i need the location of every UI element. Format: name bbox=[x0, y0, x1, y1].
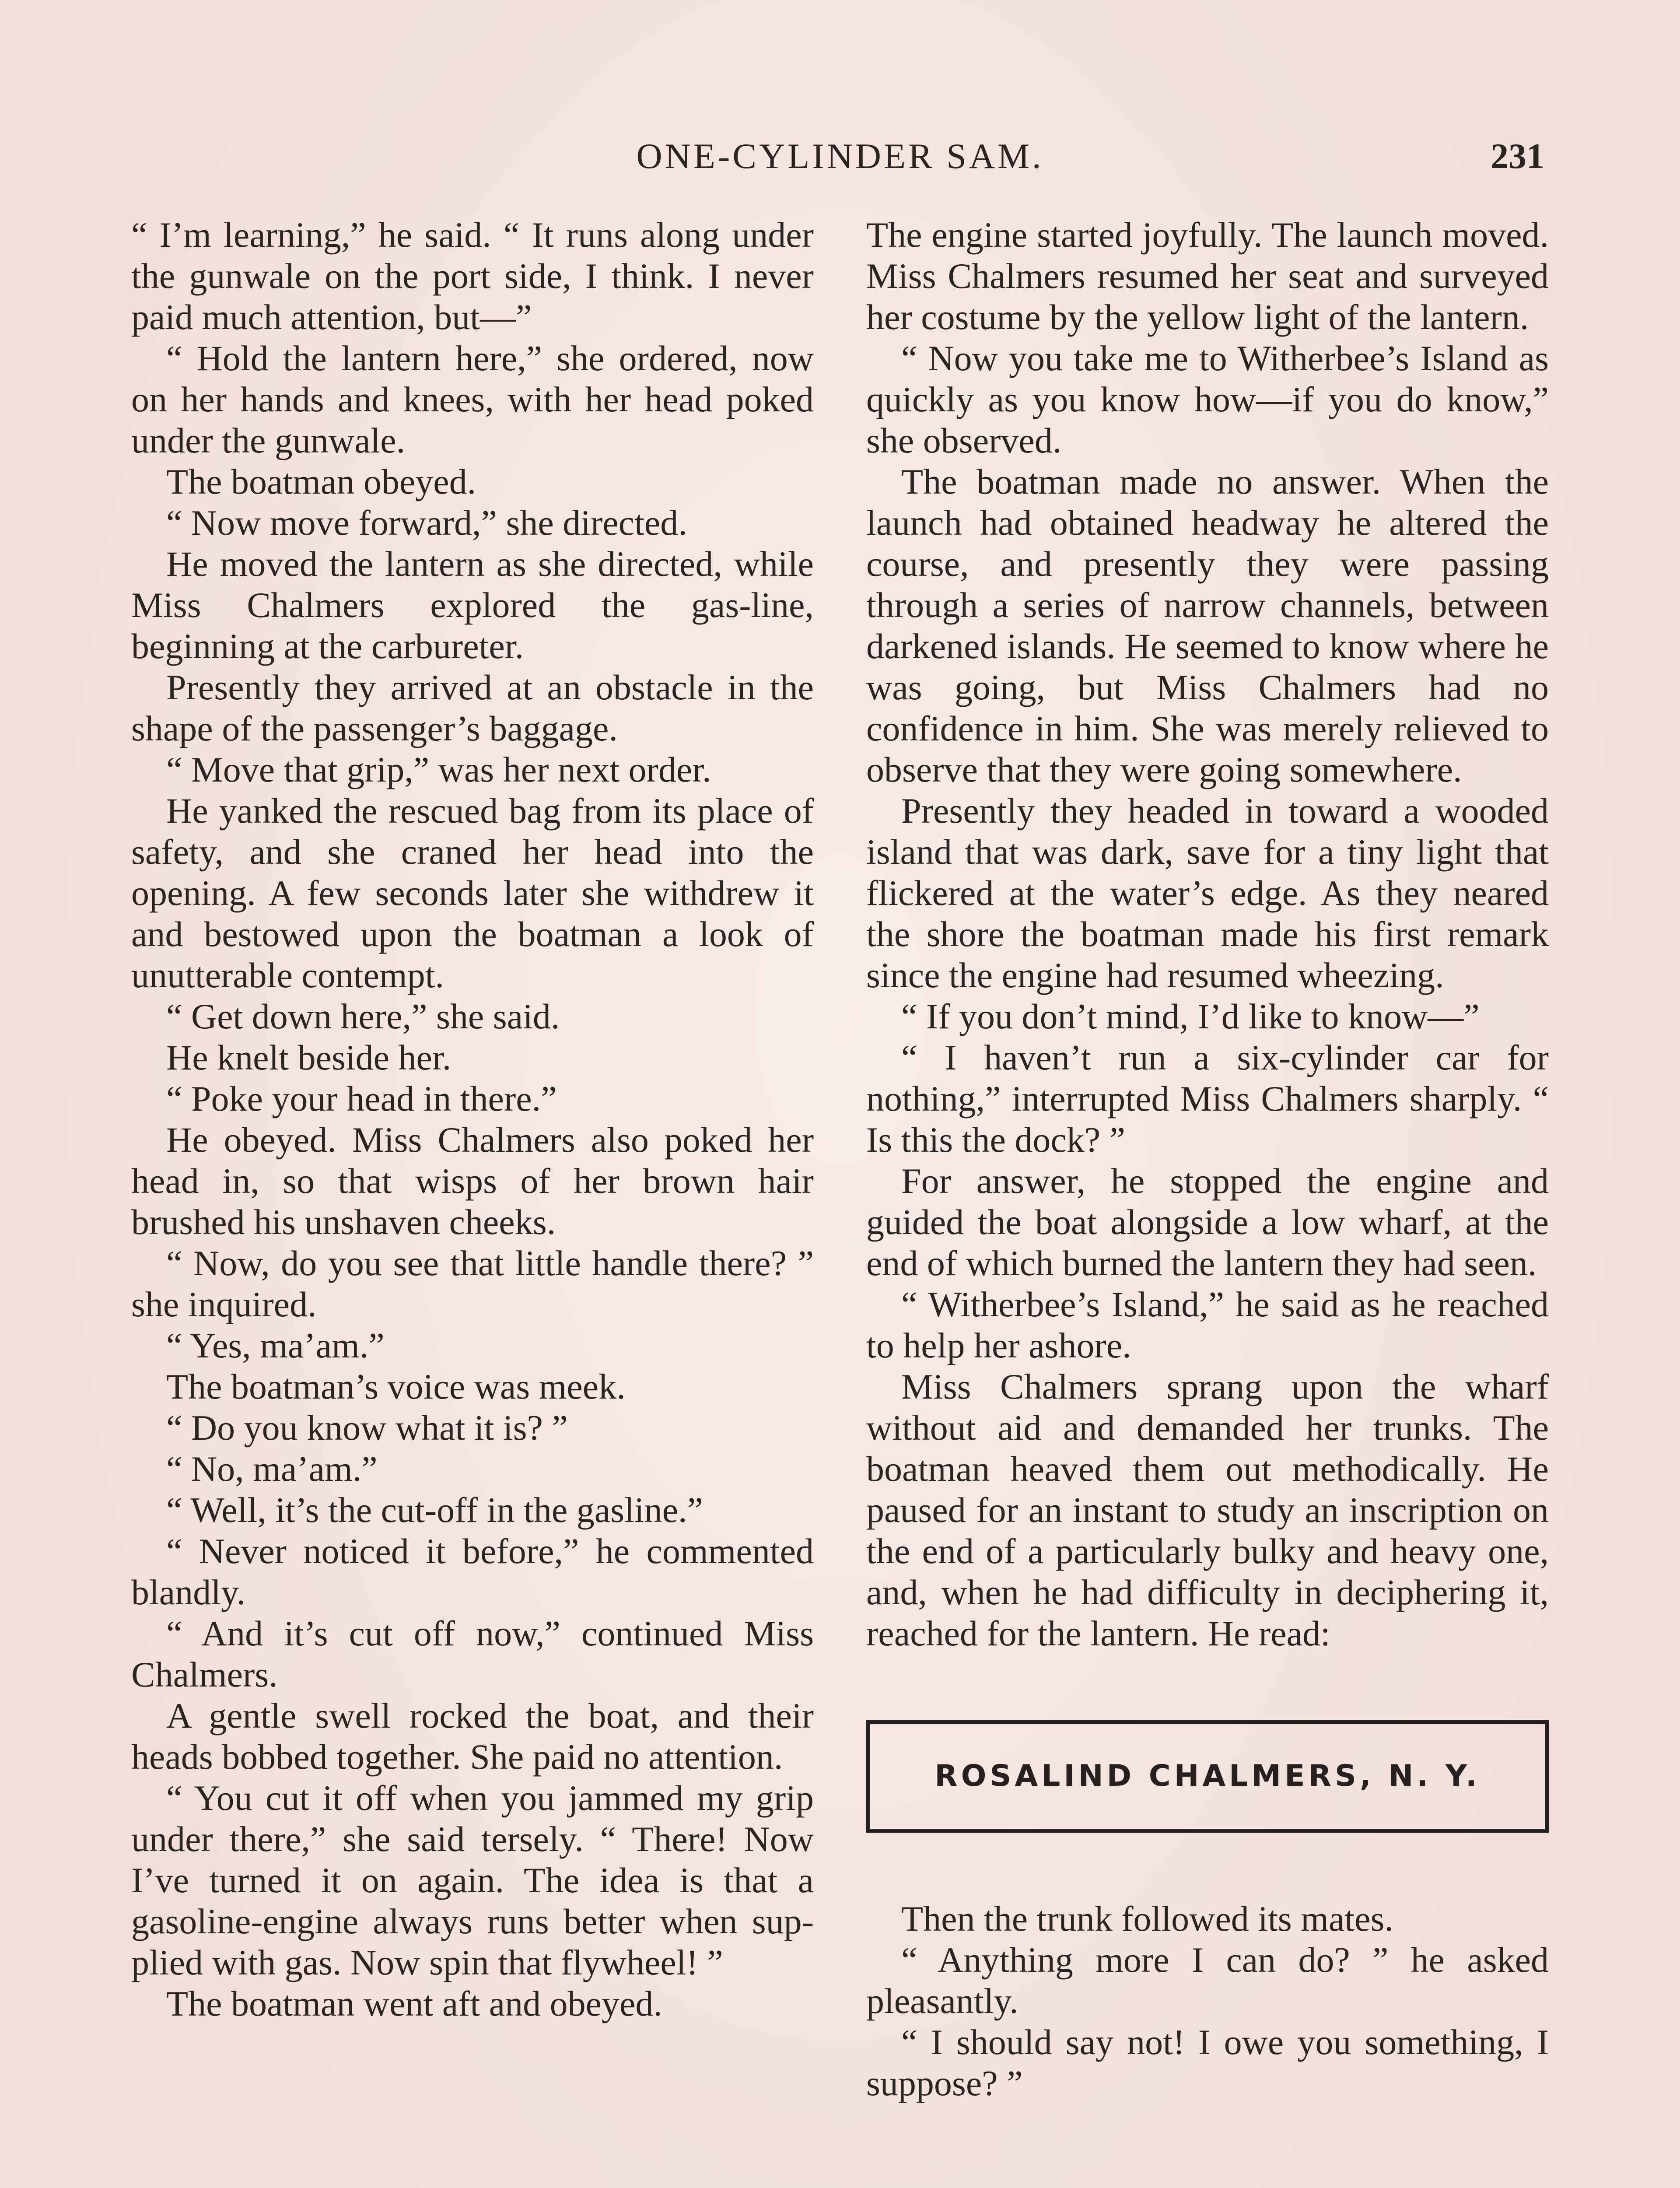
trunk-inscription: ROSALIND CHALMERS, N. Y. bbox=[934, 1759, 1480, 1793]
paragraph: “ Yes, ma’am.” bbox=[166, 1325, 385, 1365]
paragraph: The engine started joyfully. The launch moved. Miss Chalmers resumed her seat and surveyed her costume by the yellow light of the lantern. bbox=[866, 215, 1549, 337]
paragraph: Presently they arrived at an obstacle in the shape of the passenger’s baggage. bbox=[131, 667, 814, 748]
trunk-inscription-box bbox=[866, 1720, 1549, 1833]
paragraph: “ I should say not! I owe you something, I suppose? ” bbox=[866, 2022, 1549, 2103]
paragraph: Presently they headed in toward a wooded island that was dark, save for a tiny light that flickered at the water’s edge. As they neared the shore the boatman made his first remark since the engine had resumed wheezing. bbox=[866, 791, 1549, 995]
paragraph: “ Poke your head in there.” bbox=[166, 1079, 557, 1119]
paragraph: He knelt beside her. bbox=[166, 1038, 452, 1077]
paragraph: The boatman made no answer. When the launch had obtained headway he altered the course, and presently they were passing through a series of narrow channels, between darkened islands. He seemed to know where he was going, but Miss Chalmers had no confidence in him. She was merely relieved to observe that they were going somewhere. bbox=[866, 462, 1549, 789]
left-column bbox=[131, 214, 814, 2024]
paragraph: “ And it’s cut off now,” continued Miss Chalmers. bbox=[131, 1613, 814, 1694]
paragraph: “ Never noticed it before,” he commented blandly. bbox=[131, 1531, 814, 1612]
paragraph: He moved the lantern as she directed, while Miss Chalmers explored the gas-line, beginning at the carbureter. bbox=[131, 544, 814, 666]
paragraph: “ Now, do you see that little handle there? ” she inquired. bbox=[131, 1243, 814, 1324]
paragraph: “ Move that grip,” was her next order. bbox=[166, 750, 711, 789]
right-column bbox=[866, 214, 1549, 2104]
paragraph: The boatman obeyed. bbox=[166, 462, 476, 501]
paragraph: “ You cut it off when you jammed my grip under there,” she said tersely. “ There! Now I’ve turned it on again. The idea is that a gasoline-engine always runs better when supplied with gas. Now spin that flywheel! ” bbox=[131, 1778, 814, 1982]
paragraph: He obeyed. Miss Chalmers also poked her head in, so that wisps of her brown hair brushed his unshaven cheeks. bbox=[131, 1120, 814, 1242]
paragraph: “ Now you take me to Witherbee’s Island as quickly as you know how—if you do know,” she observed. bbox=[866, 338, 1549, 460]
paragraph: A gentle swell rocked the boat, and their heads bobbed together. She paid no attention. bbox=[131, 1696, 814, 1777]
paragraph: “ Do you know what it is? ” bbox=[166, 1408, 568, 1448]
right-column-bottom-text bbox=[866, 1898, 1549, 2104]
paragraph: “ I haven’t run a six-cylinder car for nothing,” interrupted Miss Chalmers sharply. “ Is this the dock? ” bbox=[866, 1038, 1549, 1160]
paragraph: He yanked the rescued bag from its place of safety, and she craned her head into the opening. A few seconds later she withdrew it and bestowed upon the boatman a look of unutterable contempt. bbox=[131, 791, 814, 995]
right-column-top-text bbox=[866, 214, 1549, 1654]
paragraph: “ Hold the lantern here,” she ordered, now on her hands and knees, with her head poked under the gunwale. bbox=[131, 338, 814, 460]
paragraph: “ Anything more I can do? ” he asked pleasantly. bbox=[866, 1940, 1549, 2021]
paragraph: For answer, he stopped the engine and guided the boat alongside a low wharf, at the end of which burned the lantern they had seen. bbox=[866, 1161, 1549, 1283]
paragraph: “ Get down here,” she said. bbox=[166, 996, 560, 1036]
page-number: 231 bbox=[1491, 136, 1544, 176]
running-header bbox=[0, 136, 1680, 184]
paragraph: “ If you don’t mind, I’d like to know—” bbox=[901, 996, 1480, 1036]
paragraph: Miss Chalmers sprang upon the wharf without aid and demanded her trunks. The boatman heaved them out methodically. He paused for an instant to study an inscription on the end of a particularly bulky and heavy one, and, when he had difficulty in deciphering it, reached for the lantern. He read: bbox=[866, 1367, 1549, 1653]
paragraph: “ No, ma’am.” bbox=[166, 1449, 378, 1489]
running-title: ONE-CYLINDER SAM. bbox=[636, 136, 1044, 176]
paragraph: “ Well, it’s the cut-off in the gasline.” bbox=[166, 1490, 703, 1530]
paragraph: The boatman’s voice was meek. bbox=[166, 1367, 626, 1406]
paragraph: “ Now move forward,” she directed. bbox=[166, 503, 687, 543]
paragraph: The boatman went aft and obeyed. bbox=[166, 1984, 662, 2023]
paragraph: “ Witherbee’s Island,” he said as he reached to help her ashore. bbox=[866, 1284, 1549, 1365]
paragraph: Then the trunk followed its mates. bbox=[901, 1899, 1393, 1939]
paragraph: “ I’m learning,” he said. “ It runs along under the gunwale on the port side, I think. I never paid much attention, but—” bbox=[131, 215, 814, 337]
